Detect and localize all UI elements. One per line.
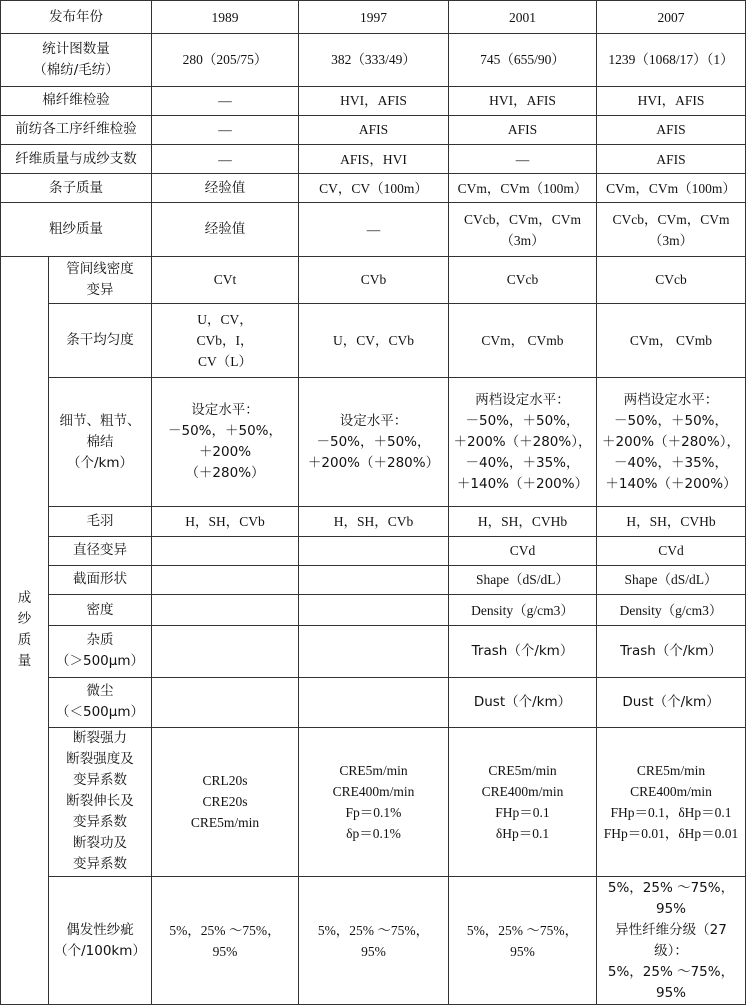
data-cell-text: CVd: [509, 543, 536, 559]
data-cell-text: 95%: [361, 943, 386, 959]
row-label-cell-text: 偶发性纱疵: [66, 921, 134, 938]
header-year-cell: [299, 1, 449, 34]
data-cell: [597, 536, 746, 565]
data-cell: [299, 507, 449, 536]
data-cell: [152, 595, 299, 626]
data-cell-text: CVm， CVmb: [481, 332, 564, 348]
data-cell: [299, 144, 449, 173]
row-label-cell-text: （＞500μm）: [55, 653, 144, 670]
data-cell-text: H，SH，CVb: [185, 514, 265, 530]
data-cell: [299, 256, 449, 303]
data-cell-text: CV，CV（100m）: [319, 180, 428, 196]
data-cell-text: ＋140%（＋200%）: [605, 475, 737, 492]
data-cell-text: 5%，25% ～75%，95%: [607, 963, 735, 1001]
row-label-cell-text: 变异系数: [73, 814, 127, 831]
row-label-cell: [49, 626, 152, 677]
table-row: [1, 727, 746, 876]
row-label-cell-text: 统计图数量: [42, 40, 110, 57]
data-cell-text: AFIS: [656, 151, 686, 167]
header-year-cell-text: 1997: [360, 9, 387, 25]
row-label-cell-text: 断裂伸长及: [66, 793, 134, 810]
table-row: [1, 174, 746, 203]
data-cell: [597, 304, 746, 378]
data-cell: [299, 174, 449, 203]
row-label-cell: [49, 677, 152, 727]
data-cell-text: 设定水平：: [339, 412, 408, 429]
header-year-cell: [152, 1, 299, 34]
data-cell-text: H，SH，CVb: [333, 514, 414, 530]
data-cell-text: 382（333/49）: [331, 52, 416, 68]
data-cell-text: （3m）: [500, 232, 545, 248]
data-cell-text: AFIS: [358, 122, 389, 138]
table-row: [1, 507, 746, 536]
data-cell-text: CRE400m/min: [332, 783, 415, 799]
data-cell-text: CRE400m/min: [630, 783, 712, 799]
data-cell: [152, 677, 299, 727]
data-cell-text: 95%: [212, 943, 238, 959]
data-cell: [449, 86, 597, 115]
data-cell-text: AFIS: [507, 122, 538, 138]
data-cell-text: AFIS: [656, 122, 686, 138]
data-cell-text: —: [515, 151, 530, 167]
data-cell: [299, 565, 449, 594]
row-label-cell-text: 棉结: [86, 433, 114, 450]
header-row: [1, 1, 746, 34]
data-cell-text: H，SH，CVHb: [626, 514, 716, 530]
table-row: [1, 377, 746, 507]
row-label-cell-text: 断裂强力: [73, 730, 127, 747]
row-label-cell: [49, 536, 152, 565]
row-label-cell-text: （个/100km）: [54, 942, 146, 959]
data-cell: [449, 727, 597, 876]
data-cell-text: —: [218, 93, 232, 109]
data-cell: [152, 203, 299, 256]
data-cell: [152, 377, 299, 507]
data-cell: [299, 34, 449, 86]
data-cell-text: 5%，25% ～75%，: [466, 922, 579, 938]
header-label-cell: [1, 1, 152, 34]
data-cell-text: Trash（个/km）: [471, 642, 574, 659]
row-label-cell-text: 细节、粗节、: [59, 412, 141, 429]
data-cell-text: Density（g/cm3）: [471, 602, 574, 618]
data-cell-text: 异性纤维分级（27 级）：: [615, 921, 727, 959]
data-cell: [299, 877, 449, 1005]
data-cell: [299, 86, 449, 115]
data-cell-text: －50%，＋50%，: [613, 412, 728, 429]
row-label-cell-text: 微尘: [86, 683, 114, 700]
table-row: [1, 256, 746, 303]
row-label-cell: [1, 34, 152, 86]
data-cell-text: －40%，＋35%，: [465, 454, 580, 471]
row-label-cell: [49, 595, 152, 626]
data-cell-text: CVm， CVmb: [629, 332, 713, 348]
row-label-cell: [49, 565, 152, 594]
data-cell: [449, 677, 597, 727]
data-cell: [152, 626, 299, 677]
group-label-cell: [1, 256, 49, 1004]
table-row: [1, 144, 746, 173]
header-year-cell-text: 2001: [509, 9, 536, 25]
row-label-cell-text: 毛羽: [86, 513, 114, 530]
row-label-cell: [1, 203, 152, 256]
row-label-cell: [49, 377, 152, 507]
table-row: [1, 626, 746, 677]
data-cell-text: HVI，AFIS: [489, 93, 556, 109]
header-label-cell-text: 发布年份: [49, 8, 103, 25]
data-cell: [449, 377, 597, 507]
row-label-cell: [49, 256, 152, 303]
header-year-cell-text: 1989: [211, 9, 239, 25]
data-cell-text: －50%，＋50%，: [465, 412, 580, 429]
data-cell: [152, 565, 299, 594]
row-label-cell-text: （棉纺/毛纺）: [33, 61, 119, 78]
data-cell: [597, 34, 746, 86]
row-label-cell: [1, 174, 152, 203]
row-label-cell-text: 变异系数: [73, 772, 127, 789]
row-label-cell-text: 直径变异: [73, 542, 127, 559]
data-cell: [449, 174, 597, 203]
row-label-cell-text: 变异: [86, 281, 114, 298]
data-cell-text: 设定水平：: [191, 402, 259, 419]
row-label-cell: [1, 115, 152, 144]
row-label-cell-text: 变异系数: [73, 856, 127, 873]
data-cell-text: CVb: [360, 272, 387, 288]
data-cell-text: CVt: [213, 272, 237, 288]
table-row: [1, 115, 746, 144]
data-cell-text: δp＝0.1%: [346, 825, 401, 841]
data-cell: [299, 115, 449, 144]
data-cell-text: CRE5m/min: [190, 815, 260, 831]
data-cell: [152, 304, 299, 378]
data-cell-text: ＋200%（＋280%）: [307, 454, 440, 471]
table-row: [1, 565, 746, 594]
data-cell-text: 5%，25% ～75%，: [169, 922, 281, 938]
data-cell-text: 两档设定水平：: [475, 391, 570, 408]
row-label-cell-text: 棉纤维检验: [42, 92, 110, 109]
table-row: [1, 203, 746, 256]
data-cell-text: CRE5m/min: [339, 762, 408, 778]
row-label-cell-text: 管间线密度: [66, 260, 134, 277]
data-cell-text: H，SH，CVHb: [477, 514, 568, 530]
table-row: [1, 86, 746, 115]
data-cell-text: HVI，AFIS: [340, 93, 407, 109]
data-cell-text: Dust（个/km）: [622, 693, 720, 710]
data-cell-text: HVI，AFIS: [637, 93, 705, 109]
data-cell-text: －40%，＋35%，: [613, 454, 728, 471]
data-cell: [152, 256, 299, 303]
data-cell: [449, 256, 597, 303]
data-cell-text: Shape（dS/dL）: [476, 572, 569, 588]
header-year-cell: [449, 1, 597, 34]
data-cell: [597, 115, 746, 144]
table-row: [1, 877, 746, 1005]
header-year-cell-text: 2007: [657, 9, 685, 25]
data-cell: [152, 115, 299, 144]
row-label-cell: [49, 727, 152, 876]
data-cell-text: Density（g/cm3）: [619, 602, 723, 618]
data-cell: [449, 877, 597, 1005]
data-cell-text: CRE400m/min: [481, 783, 564, 799]
data-cell: [299, 203, 449, 256]
data-cell-text: 95%: [510, 943, 535, 959]
data-cell: [597, 377, 746, 507]
group-label-char: 质: [17, 632, 32, 649]
data-cell-text: CVcb: [655, 272, 687, 288]
row-label-cell-text: 杂质: [86, 632, 114, 649]
data-cell-text: （3m）: [648, 232, 694, 248]
data-cell-text: 1239（1068/17）（1）: [608, 52, 734, 68]
data-cell: [449, 34, 597, 86]
data-cell-text: 280（205/75）: [182, 52, 268, 68]
data-cell: [597, 174, 746, 203]
data-cell: [597, 626, 746, 677]
row-label-cell-text: 纤维质量与成纱支数: [15, 150, 137, 167]
row-label-cell-text: 前纺各工序纤维检验: [15, 121, 137, 138]
row-label-cell-text: 截面形状: [73, 571, 127, 588]
data-cell: [597, 877, 746, 1005]
data-cell: [152, 536, 299, 565]
data-cell-text: 经验值: [204, 221, 246, 238]
data-cell-text: Trash（个/km）: [620, 642, 722, 659]
data-cell-text: 5%，25% ～75%，95%: [607, 879, 735, 917]
row-label-cell-text: （个/km）: [66, 454, 134, 471]
data-cell: [597, 203, 746, 256]
data-cell-text: CVm，CVm（100m）: [457, 180, 588, 196]
data-cell-text: δHp＝0.1: [495, 825, 550, 841]
data-cell-text: CRE5m/min: [488, 762, 557, 778]
data-cell-text: Fp＝0.1%: [345, 804, 402, 820]
data-cell-text: Shape（dS/dL）: [624, 572, 718, 588]
data-cell-text: 5%，25% ～75%，: [317, 922, 430, 938]
data-cell: [449, 565, 597, 594]
row-label-cell: [1, 144, 152, 173]
data-cell: [449, 304, 597, 378]
data-cell-text: 经验值: [204, 179, 246, 196]
data-cell: [449, 115, 597, 144]
data-cell: [449, 144, 597, 173]
data-cell: [597, 727, 746, 876]
row-label-cell-text: 断裂强度及: [66, 751, 134, 768]
row-label-cell: [49, 507, 152, 536]
data-cell: [597, 677, 746, 727]
data-cell-text: ＋200%（＋280%），: [602, 433, 740, 450]
data-cell-text: AFIS，HVI: [340, 151, 407, 167]
row-label-cell-text: 断裂功及: [73, 835, 127, 852]
data-cell: [299, 304, 449, 378]
data-cell-text: CRE20s: [202, 794, 248, 810]
data-cell: [449, 595, 597, 626]
data-cell: [152, 507, 299, 536]
row-label-cell: [49, 877, 152, 1005]
data-cell: [597, 507, 746, 536]
data-cell: [152, 34, 299, 86]
data-cell-text: CVd: [658, 543, 684, 559]
data-cell: [299, 377, 449, 507]
data-cell-text: CV（L）: [198, 353, 252, 369]
data-cell-text: Dust（个/km）: [473, 693, 572, 710]
data-cell: [299, 677, 449, 727]
data-cell-text: FHp＝0.1: [495, 804, 550, 820]
data-cell-text: U，CV，: [197, 311, 253, 327]
data-cell: [449, 626, 597, 677]
data-cell-text: CVm，CVm（100m）: [606, 180, 736, 196]
data-cell-text: （＋280%）: [185, 465, 265, 482]
data-cell: [299, 595, 449, 626]
data-cell-text: FHp＝0.1，δHp＝0.1: [610, 804, 732, 820]
group-label-char: 纱: [17, 611, 32, 628]
group-label-char: 成: [17, 590, 32, 607]
row-label-cell-text: 粗纱质量: [49, 221, 103, 238]
data-cell-text: —: [218, 151, 232, 167]
data-cell-text: CRL20s: [202, 773, 248, 789]
data-cell: [597, 144, 746, 173]
group-label-char: 量: [17, 653, 32, 670]
data-cell: [449, 507, 597, 536]
data-cell: [597, 565, 746, 594]
data-cell-text: —: [218, 122, 232, 138]
data-cell-text: 745（655/90）: [480, 52, 565, 68]
data-cell-text: ＋140%（＋200%）: [456, 475, 589, 492]
table-row: [1, 595, 746, 626]
data-cell: [597, 595, 746, 626]
data-cell-text: －50%，＋50%，: [167, 423, 282, 440]
data-cell-text: ＋200%（＋280%），: [453, 433, 592, 450]
row-label-cell-text: （＜500μm）: [55, 704, 144, 721]
data-cell: [299, 536, 449, 565]
header-year-cell: [597, 1, 746, 34]
data-cell-text: CVcb，CVm，CVm: [463, 211, 581, 227]
data-cell-text: CVcb，CVm，CVm: [612, 211, 730, 227]
data-cell: [449, 536, 597, 565]
data-cell: [152, 727, 299, 876]
table-row: [1, 536, 746, 565]
data-cell: [449, 203, 597, 256]
data-cell: [597, 86, 746, 115]
data-cell-text: U，CV，CVb: [332, 332, 414, 348]
data-cell-text: CRE5m/min: [636, 762, 706, 778]
data-cell: [299, 626, 449, 677]
table-row: [1, 677, 746, 727]
data-cell: [152, 174, 299, 203]
row-label-cell: [49, 304, 152, 378]
data-cell: [299, 727, 449, 876]
data-cell-text: －50%，＋50%，: [316, 433, 431, 450]
row-label-cell-text: 密度: [86, 601, 114, 618]
data-cell: [152, 877, 299, 1005]
row-label-cell-text: 条干均匀度: [66, 331, 134, 348]
data-cell: [597, 256, 746, 303]
table-row: [1, 34, 746, 86]
data-cell-text: 两档设定水平：: [623, 391, 719, 408]
data-cell-text: ＋200%: [198, 444, 252, 461]
data-cell: [152, 144, 299, 173]
table-row: [1, 304, 746, 378]
row-label-cell: [1, 86, 152, 115]
data-cell-text: FHp＝0.01，δHp＝0.01: [603, 825, 739, 841]
data-cell: [152, 86, 299, 115]
data-cell-text: CVb，I，: [196, 332, 254, 348]
data-cell-text: —: [366, 222, 381, 238]
row-label-cell-text: 条子质量: [49, 179, 103, 196]
data-cell-text: CVcb: [506, 272, 539, 288]
